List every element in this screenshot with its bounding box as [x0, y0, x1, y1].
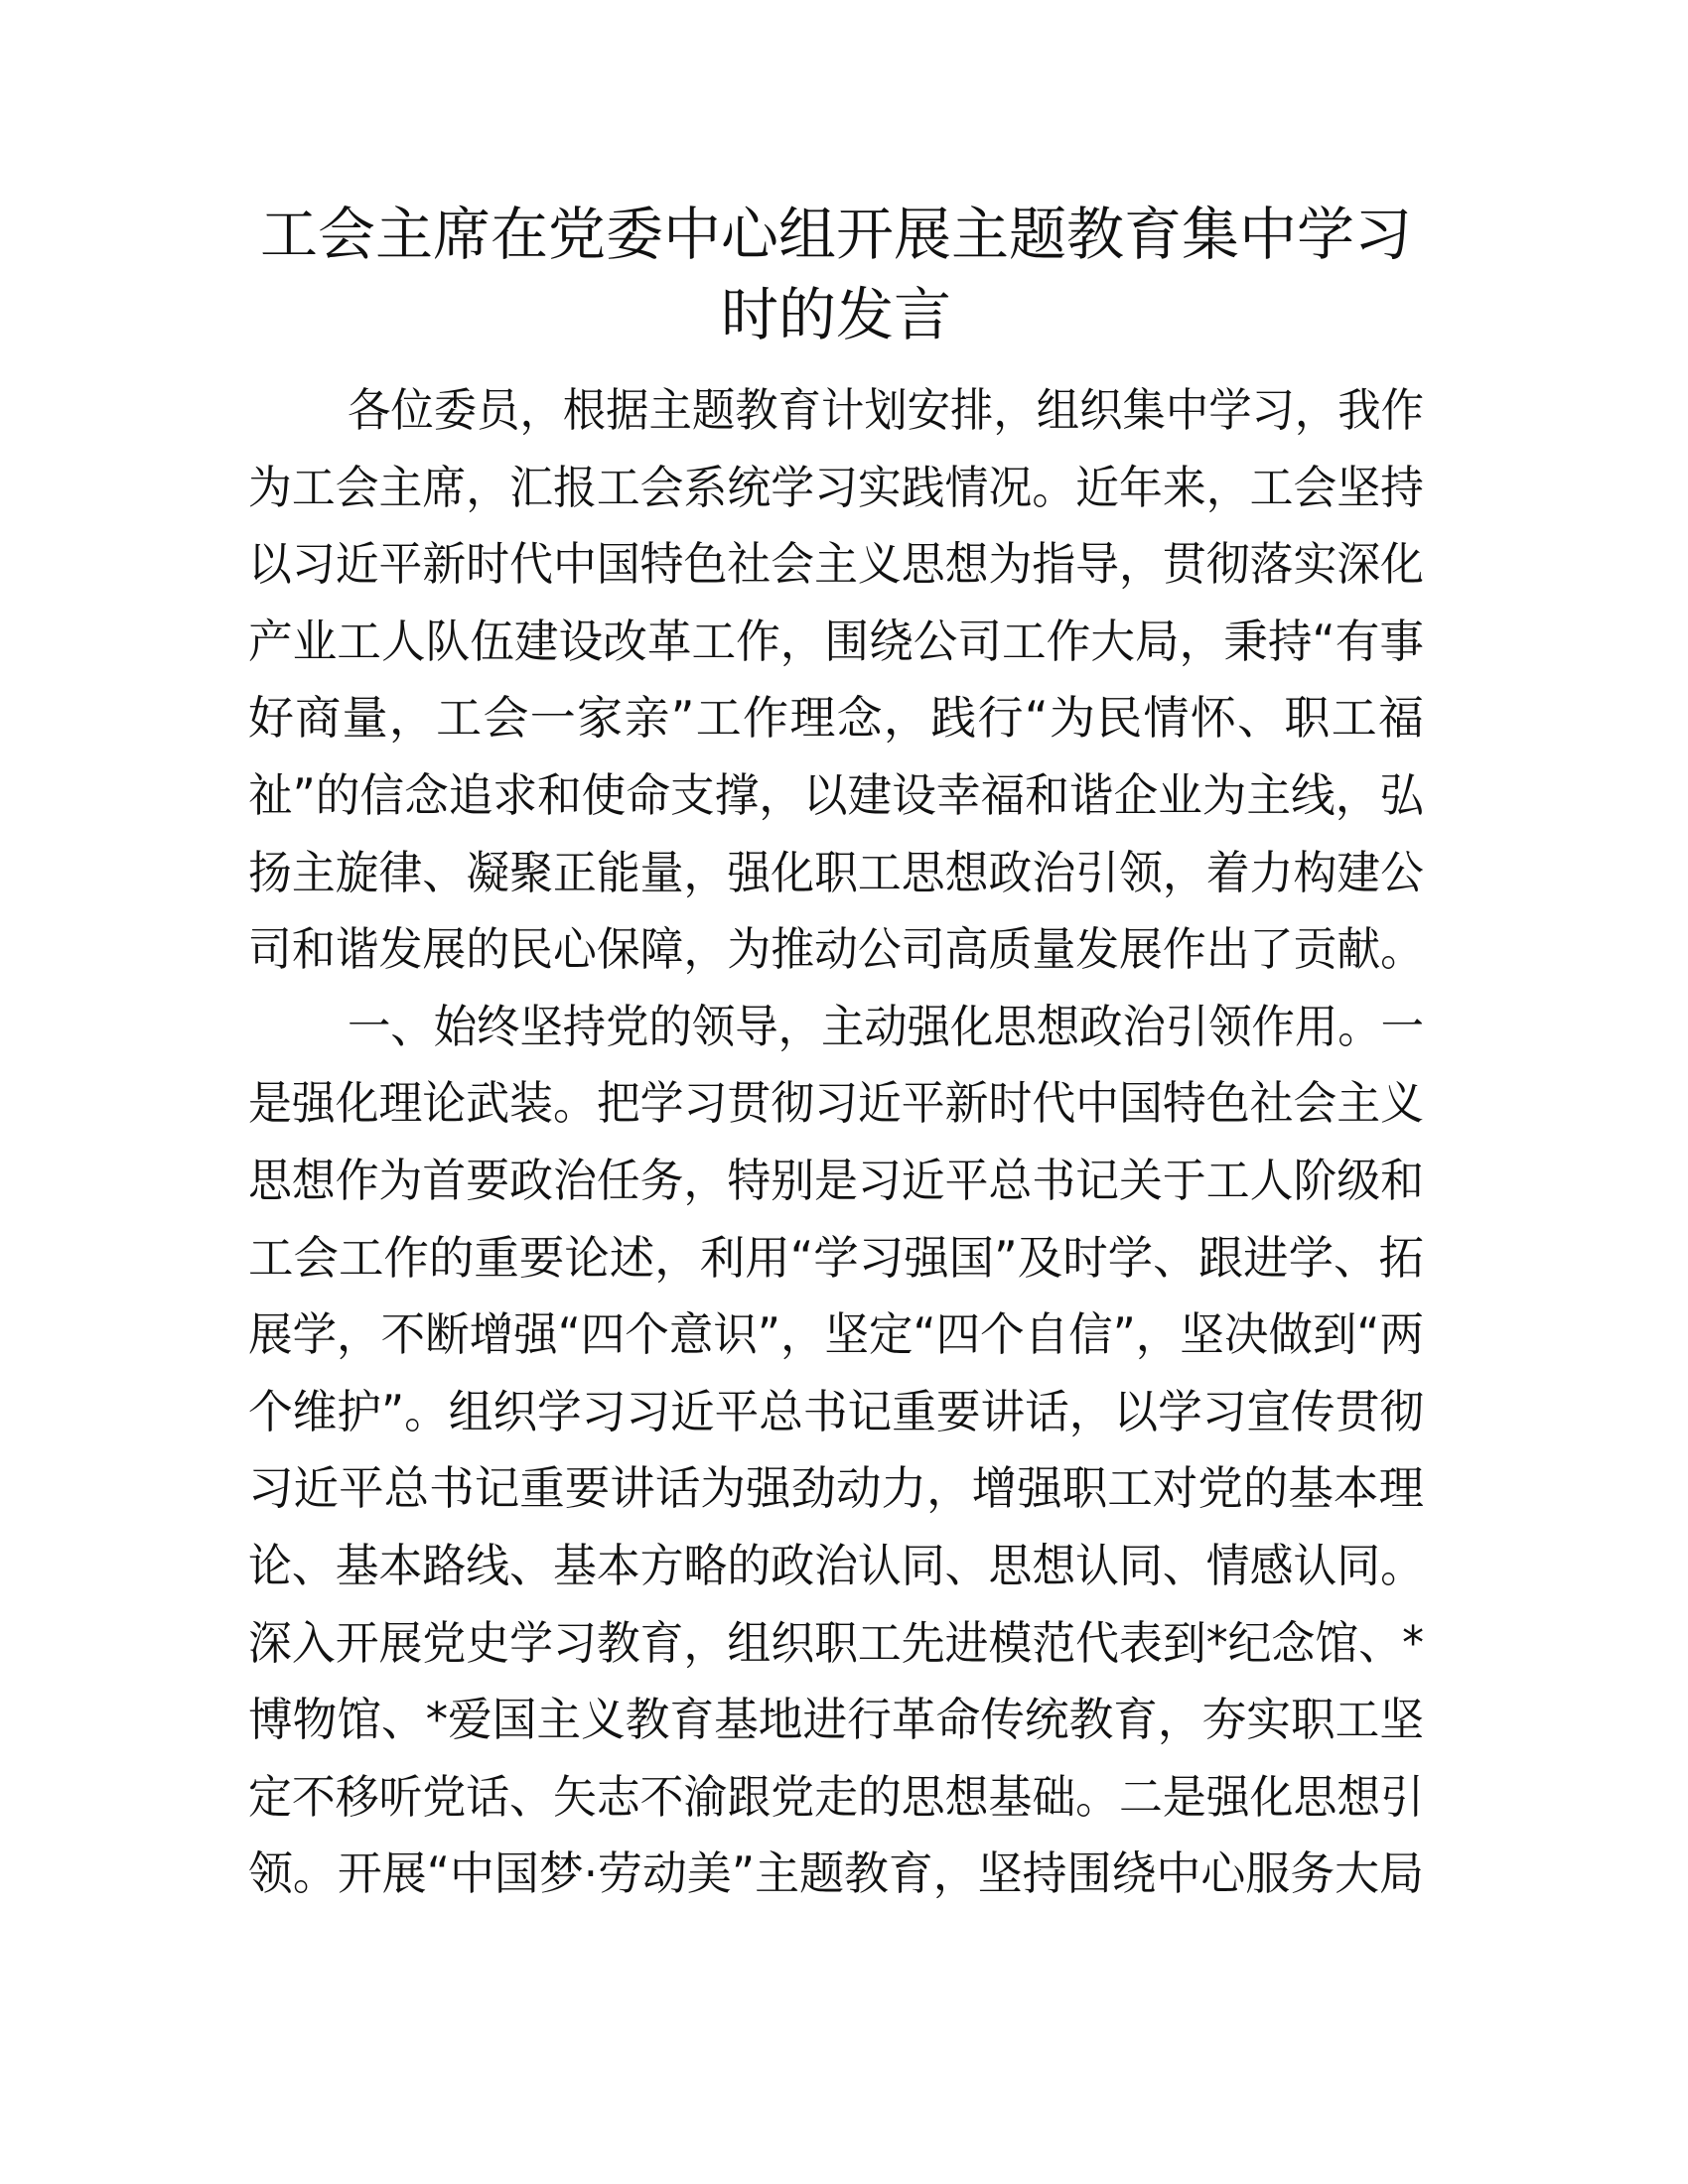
- paragraph-line: [248, 1065, 1424, 1143]
- paragraph-line: [248, 1682, 1424, 1759]
- title-line: 工会主席在党委中心组开展主题教育集中学习: [259, 201, 1412, 268]
- paragraph-line: [248, 680, 1424, 757]
- paragraph-line: [248, 1220, 1424, 1297]
- document-title: [248, 195, 1424, 355]
- paragraph-line: [248, 604, 1424, 681]
- paragraph-line: [248, 835, 1424, 912]
- paragraph-line-text: 一、始终坚持党的领导，主动强化思想政治引领作用。一: [348, 999, 1424, 1053]
- paragraph-line-text: 深入开展党史学习教育，组织职工先进模范代表到*纪念馆、*: [248, 1615, 1424, 1670]
- paragraph-line: [248, 1528, 1424, 1605]
- paragraph-line-text: 司和谐发展的民心保障，为推动公司高质量发展作出了贡献。: [248, 922, 1424, 977]
- paragraph-line: [248, 526, 1424, 604]
- paragraph-line-text: 领。开展“中国梦·劳动美”主题教育，坚持围绕中心服务大局: [248, 1846, 1424, 1901]
- paragraph-line-text: 论、基本路线、基本方略的政治认同、思想认同、情感认同。: [248, 1538, 1424, 1592]
- paragraph-line-text: 思想作为首要政治任务，特别是习近平总书记关于工人阶级和: [248, 1153, 1424, 1207]
- paragraph-line-text: 个维护”。组织学习习近平总书记重要讲话，以学习宣传贯彻: [248, 1384, 1424, 1438]
- paragraph-line-text: 定不移听党话、矢志不渝跟党走的思想基础。二是强化思想引: [248, 1769, 1424, 1824]
- paragraph-line-text: 扬主旋律、凝聚正能量，强化职工思想政治引领，着力构建公: [248, 845, 1424, 899]
- paragraph-line: [248, 1605, 1424, 1683]
- paragraph-line: [248, 450, 1424, 527]
- paragraph-line: [248, 1836, 1424, 1913]
- paragraph-line: [248, 1143, 1424, 1220]
- paragraph-line-text: 习近平总书记重要讲话为强劲动力，增强职工对党的基本理: [248, 1461, 1424, 1516]
- paragraph: [248, 989, 1424, 1913]
- paragraph-line: [248, 757, 1424, 835]
- paragraph: [248, 372, 1424, 989]
- paragraph-line-text: 各位委员，根据主题教育计划安排，组织集中学习，我作: [348, 383, 1424, 437]
- paragraph-line: [248, 1450, 1424, 1528]
- paragraph-line-text: 以习近平新时代中国特色社会主义思想为指导，贯彻落实深化: [248, 537, 1424, 592]
- paragraph-line-text: 祉”的信念追求和使命支撑，以建设幸福和谐企业为主线，弘: [248, 767, 1424, 822]
- paragraph-line-text: 产业工人队伍建设改革工作，围绕公司工作大局，秉持“有事: [248, 614, 1424, 668]
- paragraph-line: [248, 989, 1424, 1066]
- paragraph-line: [248, 1759, 1424, 1837]
- paragraph-line-text: 为工会主席，汇报工会系统学习实践情况。近年来，工会坚持: [248, 460, 1424, 514]
- document-body: [248, 372, 1424, 1913]
- title-line: 时的发言: [720, 281, 951, 348]
- paragraph-line-text: 博物馆、*爱国主义教育基地进行革命传统教育，夯实职工坚: [248, 1693, 1424, 1747]
- paragraph-line-text: 好商量，工会一家亲”工作理念，践行“为民情怀、职工福: [248, 691, 1426, 746]
- paragraph-line: [248, 372, 1424, 450]
- paragraph-line: [248, 1374, 1424, 1451]
- paragraph-line-text: 工会工作的重要论述，利用“学习强国”及时学、跟进学、拓: [248, 1230, 1424, 1285]
- paragraph-line-text: 展学，不断增强“四个意识”，坚定“四个自信”，坚决做到“两: [248, 1307, 1424, 1362]
- paragraph-line: [248, 911, 1424, 989]
- paragraph-line-text: 是强化理论武装。把学习贯彻习近平新时代中国特色社会主义: [248, 1076, 1424, 1131]
- paragraph-line: [248, 1297, 1424, 1374]
